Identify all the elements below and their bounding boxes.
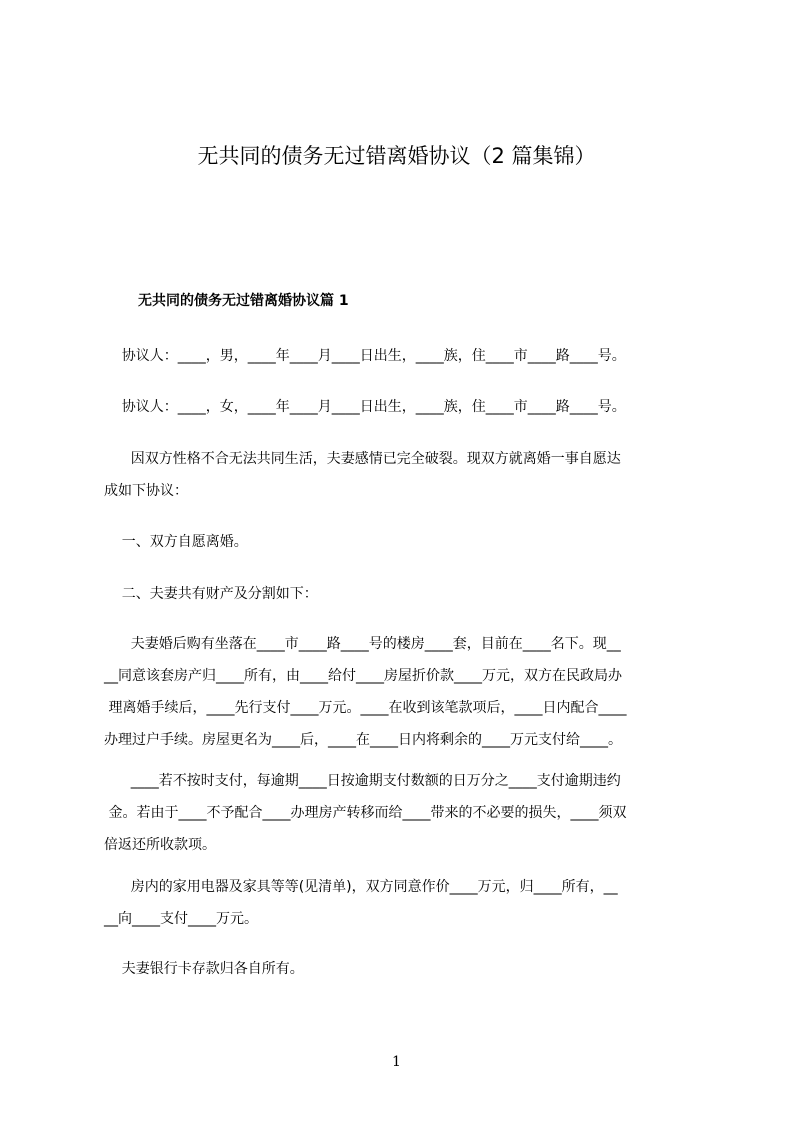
paragraph-line: 成如下协议： <box>104 483 188 499</box>
paragraph-line: 理离婚手续后，____先行支付____万元。____在收到该笔款项后，____日内配合____ <box>104 700 627 716</box>
paragraph-line: __向____支付____万元。 <box>104 911 258 927</box>
party-a-paragraph <box>104 340 704 372</box>
paragraph-line: 倍返还所收款项。 <box>104 837 216 853</box>
paragraph-line: 协议人：____，男，____年____月____日出生，____族，住____市____路____号。 <box>104 348 626 364</box>
paragraph-line: 办理过户手续。房屋更名为____后，____在____日内将剩余的____万元支付给____。 <box>104 732 622 748</box>
paragraph-line: __同意该套房产归____所有，由____给付____房屋折价款____万元，双方在民政局办 <box>104 668 622 684</box>
paragraph-line: 夫妻婚后购有坐落在____市____路____号的楼房____套，目前在____名下。现__ <box>104 636 621 652</box>
clause-two-paragraph <box>104 578 704 610</box>
paragraph-line: 二、夫妻共有财产及分割如下： <box>104 586 318 602</box>
house-paragraph <box>104 628 704 756</box>
clause-one-paragraph <box>104 526 704 558</box>
penalty-paragraph <box>104 765 704 861</box>
reason-paragraph <box>104 443 704 507</box>
paragraph-line: 协议人：____，女，____年____月____日出生，____族，住____市____路____号。 <box>104 399 626 415</box>
paragraph-line: 因双方性格不合无法共同生活，夫妻感情已完全破裂。现双方就离婚一事自愿达 <box>104 451 621 467</box>
page-number: 1 <box>392 1054 401 1070</box>
paragraph-line: ____若不按时支付，每逾期____日按逾期支付数额的日万分之____支付逾期违约 <box>104 773 621 789</box>
paragraph-line: 夫妻银行卡存款归各自所有。 <box>104 961 304 977</box>
paragraph-line: 房内的家用电器及家具等等(见清单)，双方同意作价____万元，归____所有，__ <box>104 879 618 895</box>
bank-paragraph <box>104 953 704 985</box>
party-b-paragraph <box>104 391 704 423</box>
paragraph-line: 一、双方自愿离婚。 <box>104 534 248 550</box>
paragraph-line: 金。若由于____不予配合____办理房产转移而给____带来的不必要的损失，____须双 <box>104 805 627 821</box>
section-heading: 无共同的债务无过错离婚协议篇 1 <box>138 293 349 309</box>
document-title: 无共同的债务无过错离婚协议（2 篇集锦） <box>197 144 596 168</box>
furniture-paragraph <box>104 871 704 935</box>
